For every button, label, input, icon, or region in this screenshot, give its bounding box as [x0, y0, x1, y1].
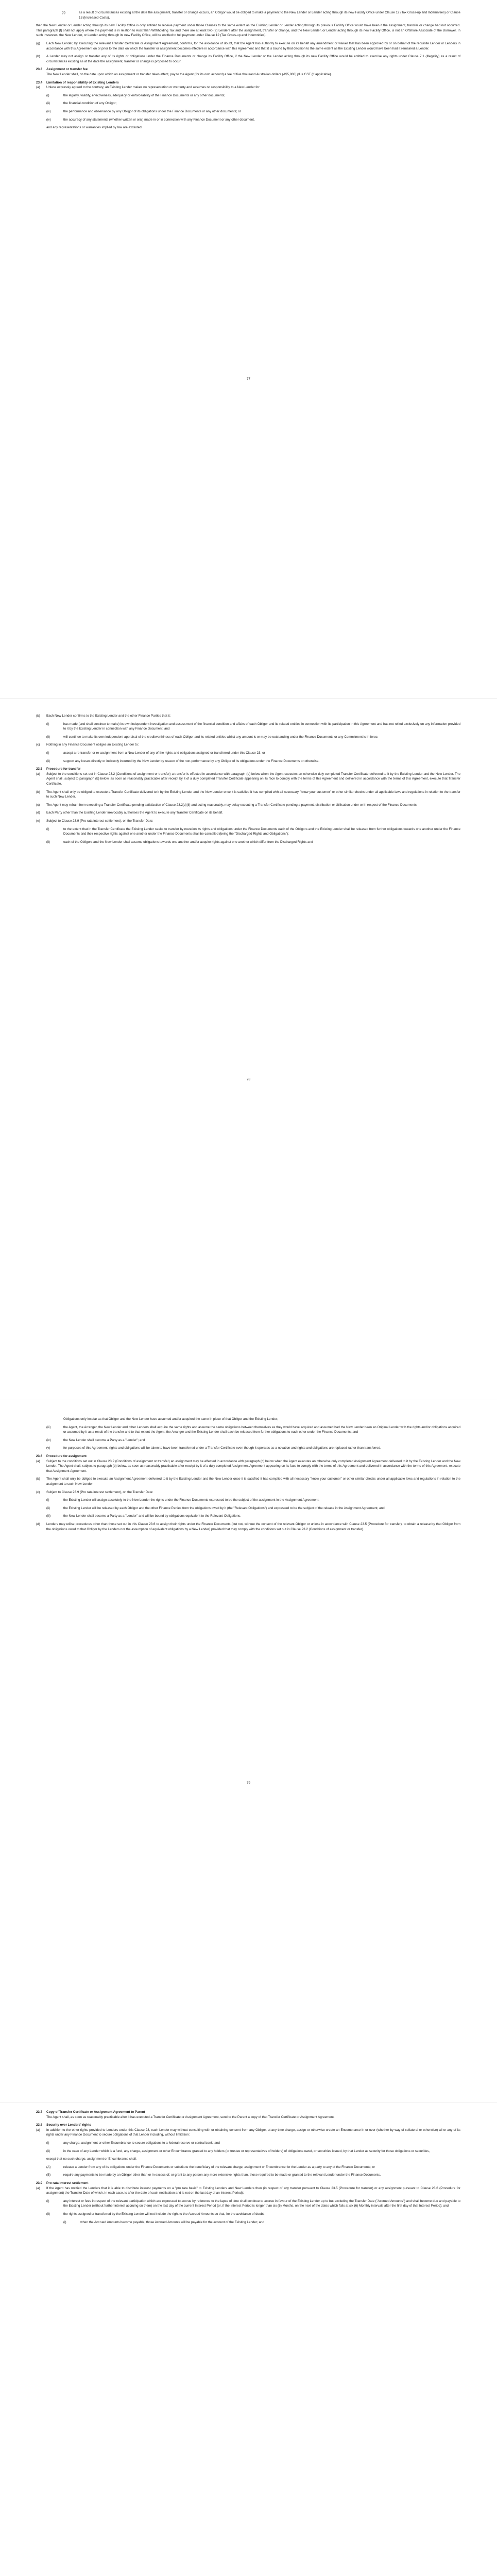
list-item [46, 722, 460, 732]
clause-g [36, 41, 460, 51]
clause-label: (a) [36, 2128, 40, 2132]
page-divider [0, 698, 497, 699]
continued-text: Obligations only insofar as that Obligor and the New Lender have assumed and/or acquired the same in place of that Obligor and the Existing Lender; [63, 1417, 278, 1421]
clause-label: (a) [36, 1459, 40, 1463]
list-item [46, 840, 460, 845]
list-item [46, 1514, 460, 1519]
section-number: 23.9 [36, 2181, 43, 2185]
clause-text: Lenders may utilise procedures other than those set out in this Clause 23.6 to assign their rights under the Finance Documents (but not, without the consent of the relevant Obligor or unless in accordance with Clause 23.5 (Procedure for transfer), to obtain a release by that Obligor from the obligations owed to that Obligor by the Lenders nor the assumption of equivalent obligations by a New Lender) provided that they comply with the conditions set out in Clause 23.2 (Conditions of assignment or transfer). [46, 1522, 460, 1531]
clause-label: (a) [36, 772, 40, 776]
page-number: 77 [246, 377, 250, 381]
clause-label: (c) [36, 803, 40, 807]
paragraph: except that no such charge, assignment or Encumbrance shall: [46, 2157, 137, 2161]
clause-text: A Lender may not assign or transfer any of its rights or obligations under the Finance Documents or change its Facility Office, if the New Lender or the Lender acting through its new Facility Office would be entitled to exercise any rights under Clause 7.1 (Illegality) as a result of circumstances existing as at the date the assignment, transfer or change is proposed to occur. [46, 55, 460, 63]
clause-text: Each New Lender, by executing the relevant Transfer Certificate or Assignment Agreement, confirms, for the avoidance of doubt, that the Agent has authority to execute on its behalf any amendment or waiver that has been approved by or on behalf of the requisite Lender or Lenders in accordance with this Agreement on or prior to the date on which the transfer or assignment becomes effective in accordance with this Agreement and that it is bound by that decision to the same extent as the Existing Lender would have been had it remained a Lender. [46, 41, 460, 50]
clause-text: The Agent may refrain from executing a Transfer Certificate pending satisfaction of Clause 23.2(d)(ii) and acting reasonably, may delay executing a Transfer Certificate pending a payment, distribution or Utilisation under or in respect of the Finance Documents. [46, 803, 418, 807]
item-text: to the extent that in the Transfer Certificate the Existing Lender seeks to transfer by novation its rights and obligations under the Finance Documents each of the Obligors and the Existing Lender shall be released from further obligations towards one another under the Finance Documents and their respective rights against one another under the Finance Documents shall be cancelled (being the "Discharged Rights and Obligations"); [63, 827, 460, 836]
item-label: (i) [46, 2199, 49, 2203]
clause-text: The Agent shall only be obliged to execute a Transfer Certificate delivered to it by the Existing Lender and the New Lender once it is satisfied it has complied with all necessary "know your customer" or other similar checks under all applicable laws and regulations in relation to the transfer to such New Lender. [46, 790, 460, 799]
item-text: any interest or fees in respect of the relevant participation which are expressed to accrue by reference to the lapse of time shall continue to accrue in favour of the Existing Lender up to but excluding the Transfer Date ("Accrued Amounts") and shall become due and payable to the Existing Lender (without further interest accruing on them) on the last day of the current Interest Period (or, if the Interest Period is longer than six (6) Months, on the next of the dates which falls at six (6) Monthly intervals after the first day of that Interest Period); and [63, 2199, 460, 2208]
clause-label: (b) [36, 790, 40, 794]
clause-label: (c) [36, 743, 40, 747]
item-label: (ii) [46, 2212, 50, 2216]
clause-text: The Agent shall only be obliged to execute an Assignment Agreement delivered to it by the Existing Lender and the New Lender once it is satisfied it has complied with all necessary "know your customer" or other similar checks under all applicable laws and regulations in relation to the assignment to such New Lender. [46, 1477, 460, 1486]
item-text: release a Lender from any of its obligations under the Finance Documents or substitute the beneficiary of the relevant charge, assignment or Encumbrance for the Lender as a party to any of the Finance Documents; or [63, 2165, 375, 2169]
clause-a [36, 85, 460, 90]
list-item [62, 10, 460, 20]
clause-b [36, 1477, 460, 1486]
item-label: (ii) [62, 11, 65, 14]
clause-text: If the Agent has notified the Lenders that it is able to distribute interest payments on a "pro rata basis" to Existing Lenders and New Lenders then (in respect of any transfer pursuant to Clause 23.5 (Procedure for transfer) or any assignment pursuant to Clause 23.6 (Procedure for assignment) the Transfer Date of which, in each case, is after the date of such notification and is not on the last day of an Interest Period): [46, 2186, 460, 2195]
clause-text: Subject to Clause 23.9 (Pro rata interest settlement), on the Transfer Date: [46, 1490, 153, 1494]
list-item [46, 1438, 460, 1443]
item-label: (ii) [46, 840, 50, 844]
item-label: (iii) [46, 109, 51, 113]
item-label: (ii) [46, 101, 50, 106]
item-label: (v) [46, 1446, 50, 1450]
clause-a [36, 772, 460, 787]
section-heading-23-8 [36, 2123, 460, 2128]
list-item [46, 735, 460, 740]
item-text: the New Lender shall become a Party as a "Lender" and will be bound by obligations equivalent to the Relevant Obligations. [63, 1514, 242, 1518]
clause-text: Each Party other than the Existing Lender irrevocably authorises the Agent to execute any Transfer Certificate on its behalf. [46, 811, 224, 815]
item-text: the New Lender shall become a Party as a "Lender"; and [63, 1438, 145, 1442]
section-heading-23-3 [36, 67, 460, 72]
page-number: 78 [246, 1078, 250, 1081]
item-label: (B) [46, 2173, 51, 2177]
item-text: when the Accrued Amounts become payable, those Accrued Amounts will be payable for the account of the Existing Lender; and [80, 2220, 265, 2224]
clause-a [36, 2128, 460, 2138]
item-label: (iii) [46, 1514, 51, 1518]
item-text: the rights assigned or transferred by the Existing Lender will not include the right to the Accrued Amounts so that, for the avoidance of doubt: [63, 2212, 265, 2216]
clause-label: (b) [36, 1477, 40, 1481]
section-number: 23.6 [36, 1454, 43, 1458]
item-label: (ii) [46, 1506, 50, 1510]
section-title: Assignment or transfer fee [46, 67, 88, 72]
list-item [46, 1498, 460, 1503]
clause-h [36, 54, 460, 64]
section-text: The Agent shall, as soon as reasonably practicable after it has executed a Transfer Certificate or Assignment Agreement, send to the Parent a copy of that Transfer Certificate or Assignment Agreement. [46, 2115, 335, 2119]
clause-label: (a) [36, 86, 40, 90]
list-item [46, 1506, 460, 1511]
item-text: the Existing Lender will be released by each Obligor and the other Finance Parties from the obligations owed by it (the "Relevant Obligations") and expressed to be the subject of the release in the Assignment Agreement; and [63, 1506, 385, 1510]
clause-text: In addition to the other rights provided to Lenders under this Clause 23, each Lender may without consulting with or obtaining consent from any Obligor, at any time charge, assign or otherwise create an Encumbrance in or over (whether by way of collateral or otherwise) all or any of its rights under any Finance Document to secure obligations of that Lender including, without limitation: [46, 2128, 460, 2137]
clause-text: Each New Lender confirms to the Existing Lender and the other Finance Parties that it: [46, 714, 171, 718]
clause-b [36, 714, 460, 719]
list-item [46, 2149, 460, 2154]
item-text: support any losses directly or indirectly incurred by the New Lender by reason of the non-performance by any Obligor of its obligations under the Finance Documents or otherwise. [63, 759, 320, 763]
item-text: accept a re-transfer or re-assignment from a New Lender of any of the rights and obligations assigned or transferred under this Clause 23; or [63, 751, 265, 755]
list-item [46, 2141, 460, 2146]
item-text: has made (and shall continue to make) its own independent investigation and assessment of the financial condition and affairs of each Obligor and its related entities in connection with its participation in this Agreement and has not relied exclusively on any information provided to it by the Existing Lender in connection with any Finance Document; and [63, 722, 460, 731]
item-label: (ii) [46, 735, 50, 739]
item-text: the Existing Lender will assign absolutely to the New Lender the rights under the Finance Documents expressed to be the subject of the assignment in the Assignment Agreement; [63, 1498, 320, 1502]
clause-label: (h) [36, 55, 40, 59]
page-78-content [36, 714, 460, 848]
section-number: 23.8 [36, 2123, 43, 2127]
list-item [46, 759, 460, 764]
page-80-content [36, 2110, 460, 2228]
section-heading-23-5 [36, 767, 460, 772]
clause-c [36, 1490, 460, 1495]
page-77-content [36, 10, 460, 130]
section-number: 23.7 [36, 2110, 43, 2114]
item-label: (ii) [46, 2149, 50, 2153]
item-label: (i) [46, 1498, 49, 1502]
list-item [46, 109, 460, 114]
section-number: 23.5 [36, 767, 43, 771]
item-text: the Agent, the Arranger, the New Lender and other Lenders shall acquire the same rights and assume the same obligations between themselves as they would have acquired and assumed had the New Lender been an Original Lender with the rights and/or obligations acquired or assumed by it as a result of the transfer and to that extent the Agent, the Arranger and the Existing Lender shall each be released from further obligations to each other under the Finance Documents; and [63, 1425, 460, 1434]
item-label: (i) [46, 827, 49, 831]
closing-text: and any representations or warranties implied by law are excluded. [46, 126, 143, 130]
clause-label: (d) [36, 811, 40, 815]
list-item [46, 751, 460, 756]
page-79-content [36, 1417, 460, 1535]
list-item [46, 93, 460, 98]
list-item [63, 2220, 460, 2225]
clause-text: Unless expressly agreed to the contrary, an Existing Lender makes no representation or warranty and assumes no responsibility to a New Lender for: [46, 86, 261, 90]
item-label: (ii) [46, 759, 50, 763]
page-divider [0, 2102, 497, 2103]
section-heading-23-9 [36, 2181, 460, 2186]
item-text: the accuracy of any statements (whether written or oral) made in or in connection with any Finance Document or any other document, [63, 117, 255, 122]
item-text: for purposes of this Agreement, rights and obligations will be taken to have been transferred under a Transfer Certificate even though it operates as a novation and rights and obligations are replaced rather than transferred. [63, 1446, 381, 1450]
item-text: the performance and observance by any Obligor of its obligations under the Finance Documents or any other documents; or [63, 109, 241, 113]
item-label: (A) [46, 2165, 51, 2169]
item-label: (i) [46, 722, 49, 726]
section-heading-23-6 [36, 1454, 460, 1459]
item-text: any charge, assignment or other Encumbrance to secure obligations to a federal reserve or central bank; and [63, 2141, 220, 2145]
clause-text: Subject to the conditions set out in Clause 23.2 (Conditions of assignment or transfer) a transfer is effected in accordance with paragraph (e) below when the Agent executes an otherwise duly completed Transfer Certificate delivered to it by the Existing Lender and the New Lender. The Agent shall, subject to paragraph (b) below, as soon as reasonably practicable after receipt by it of a duly completed Transfer Certificate appearing on its face to comply with the terms of this Agreement and delivered in accordance with the terms of this Agreement, execute that Transfer Certificate. [46, 772, 460, 786]
item-text: the legality, validity, effectiveness, adequacy or enforceability of the Finance Documents or any other documents; [63, 93, 225, 97]
section-title: Limitation of responsibility of Existing Lenders [46, 80, 119, 84]
item-label: (iv) [46, 1438, 51, 1442]
list-item [46, 1446, 460, 1451]
item-label: (iii) [46, 1425, 51, 1429]
clause-text: Subject to the conditions set out in Clause 23.2 (Conditions of assignment or transfer) an assignment may be effected in accordance with paragraph (c) below when the Agent executes an otherwise duly completed Assignment Agreement delivered to it by the Existing Lender and the New Lender. The Agent shall, subject to paragraph (b) below, as soon as reasonably practicable after receipt by it of a duly completed Assignment Agreement appearing on its face to comply with the terms of this Agreement and delivered in accordance with the terms of this Agreement, execute that Assignment Agreement. [46, 1459, 460, 1473]
item-text: each of the Obligors and the New Lender shall assume obligations towards one another and/or acquire rights against one another which differ from the Discharged Rights and [63, 840, 313, 844]
list-item [46, 1425, 460, 1435]
clause-label: (d) [36, 1522, 40, 1526]
clause-e [36, 819, 460, 824]
list-item [46, 2165, 460, 2170]
item-text: will continue to make its own independent appraisal of the creditworthiness of each Obligor and its related entities whilst any amount is or may be outstanding under the Finance Documents or any Commitment is in force. [63, 735, 379, 739]
item-label: (i) [46, 93, 49, 97]
clause-c [36, 803, 460, 808]
item-label: (i) [46, 2141, 49, 2145]
section-title: Security over Lenders' rights [46, 2123, 91, 2127]
clause-b [36, 790, 460, 800]
list-item [46, 101, 460, 106]
clause-label: (c) [36, 1490, 40, 1494]
section-title: Copy of Transfer Certificate or Assignment Agreement to Parent [46, 2110, 145, 2114]
section-heading-23-7 [36, 2110, 460, 2115]
clause-label: (g) [36, 41, 40, 45]
list-item [46, 2199, 460, 2209]
clause-d [36, 810, 460, 816]
section-title: Procedure for assignment [46, 1454, 87, 1458]
list-item [46, 2173, 460, 2178]
section-heading-23-4 [36, 80, 460, 86]
list-item [46, 827, 460, 837]
paragraph: then the New Lender or Lender acting through its new Facility Office is only entitled to receive payment under those Clauses to the same extent as the Existing Lender or Lender acting through its previous Facility Office would have been if the assignment, transfer or change had not occurred. This paragraph (f) shall not apply where the payment is in relation to Australian Withholding Tax and there are at least two (2) Lenders after the assignment, transfer or change, and the New Lender, or Lender acting through its new Facility Office, is not an Offshore Associate of the Borrower. In such instances, the New Lender, or Lender acting through its new Facility Office, will be entitled to full payment under Clause 12 (Tax Gross-up and Indemnities). [36, 24, 460, 38]
section-text: The New Lender shall, on the date upon which an assignment or transfer takes effect, pay to the Agent (for its own account) a fee of five thousand Australian dollars (A$5,000) plus GST (if applicable). [46, 72, 332, 76]
item-text: require any payments to be made by an Obligor other than or in excess of, or grant to any person any more extensive rights than, those required to be made or granted to the relevant Lender under the Finance Documents. [63, 2173, 381, 2177]
section-title: Procedure for transfer [46, 767, 81, 771]
clause-text: Nothing in any Finance Document obliges an Existing Lender to: [46, 743, 139, 747]
clause-label: (e) [36, 819, 40, 823]
section-number: 23.3 [36, 67, 43, 72]
item-text: as a result of circumstances existing at the date the assignment, transfer or change occurs, an Obligor would be obliged to make a payment to the New Lender or Lender acting through its new Facility Office under Clause 12 (Tax Gross-up and Indemnities) or Clause 13 (Increased Costs), [79, 11, 460, 20]
clause-text: Subject to Clause 23.9 (Pro rata interest settlement), on the Transfer Date: [46, 819, 153, 823]
clause-a [36, 1459, 460, 1474]
clause-label: (a) [36, 2186, 40, 2190]
section-title: Pro rata interest settlement [46, 2181, 89, 2185]
item-text: in the case of any Lender which is a fund, any charge, assignment or other Encumbrance granted to any holders (or trustee or representatives of holders) of obligations owed, or securities issued, by that Lender as security for those obligations or securities, [63, 2149, 430, 2153]
item-label: (i) [63, 2220, 66, 2224]
clause-d [36, 1522, 460, 1532]
item-label: (i) [46, 751, 49, 755]
clause-label: (b) [36, 714, 40, 718]
item-label: (iv) [46, 117, 51, 122]
page-number: 79 [246, 1781, 250, 1785]
item-text: the financial condition of any Obligor; [63, 101, 117, 106]
list-item [46, 117, 460, 123]
section-number: 23.4 [36, 80, 43, 84]
clause-a [36, 2186, 460, 2196]
clause-c [36, 742, 460, 748]
list-item [46, 2212, 460, 2217]
